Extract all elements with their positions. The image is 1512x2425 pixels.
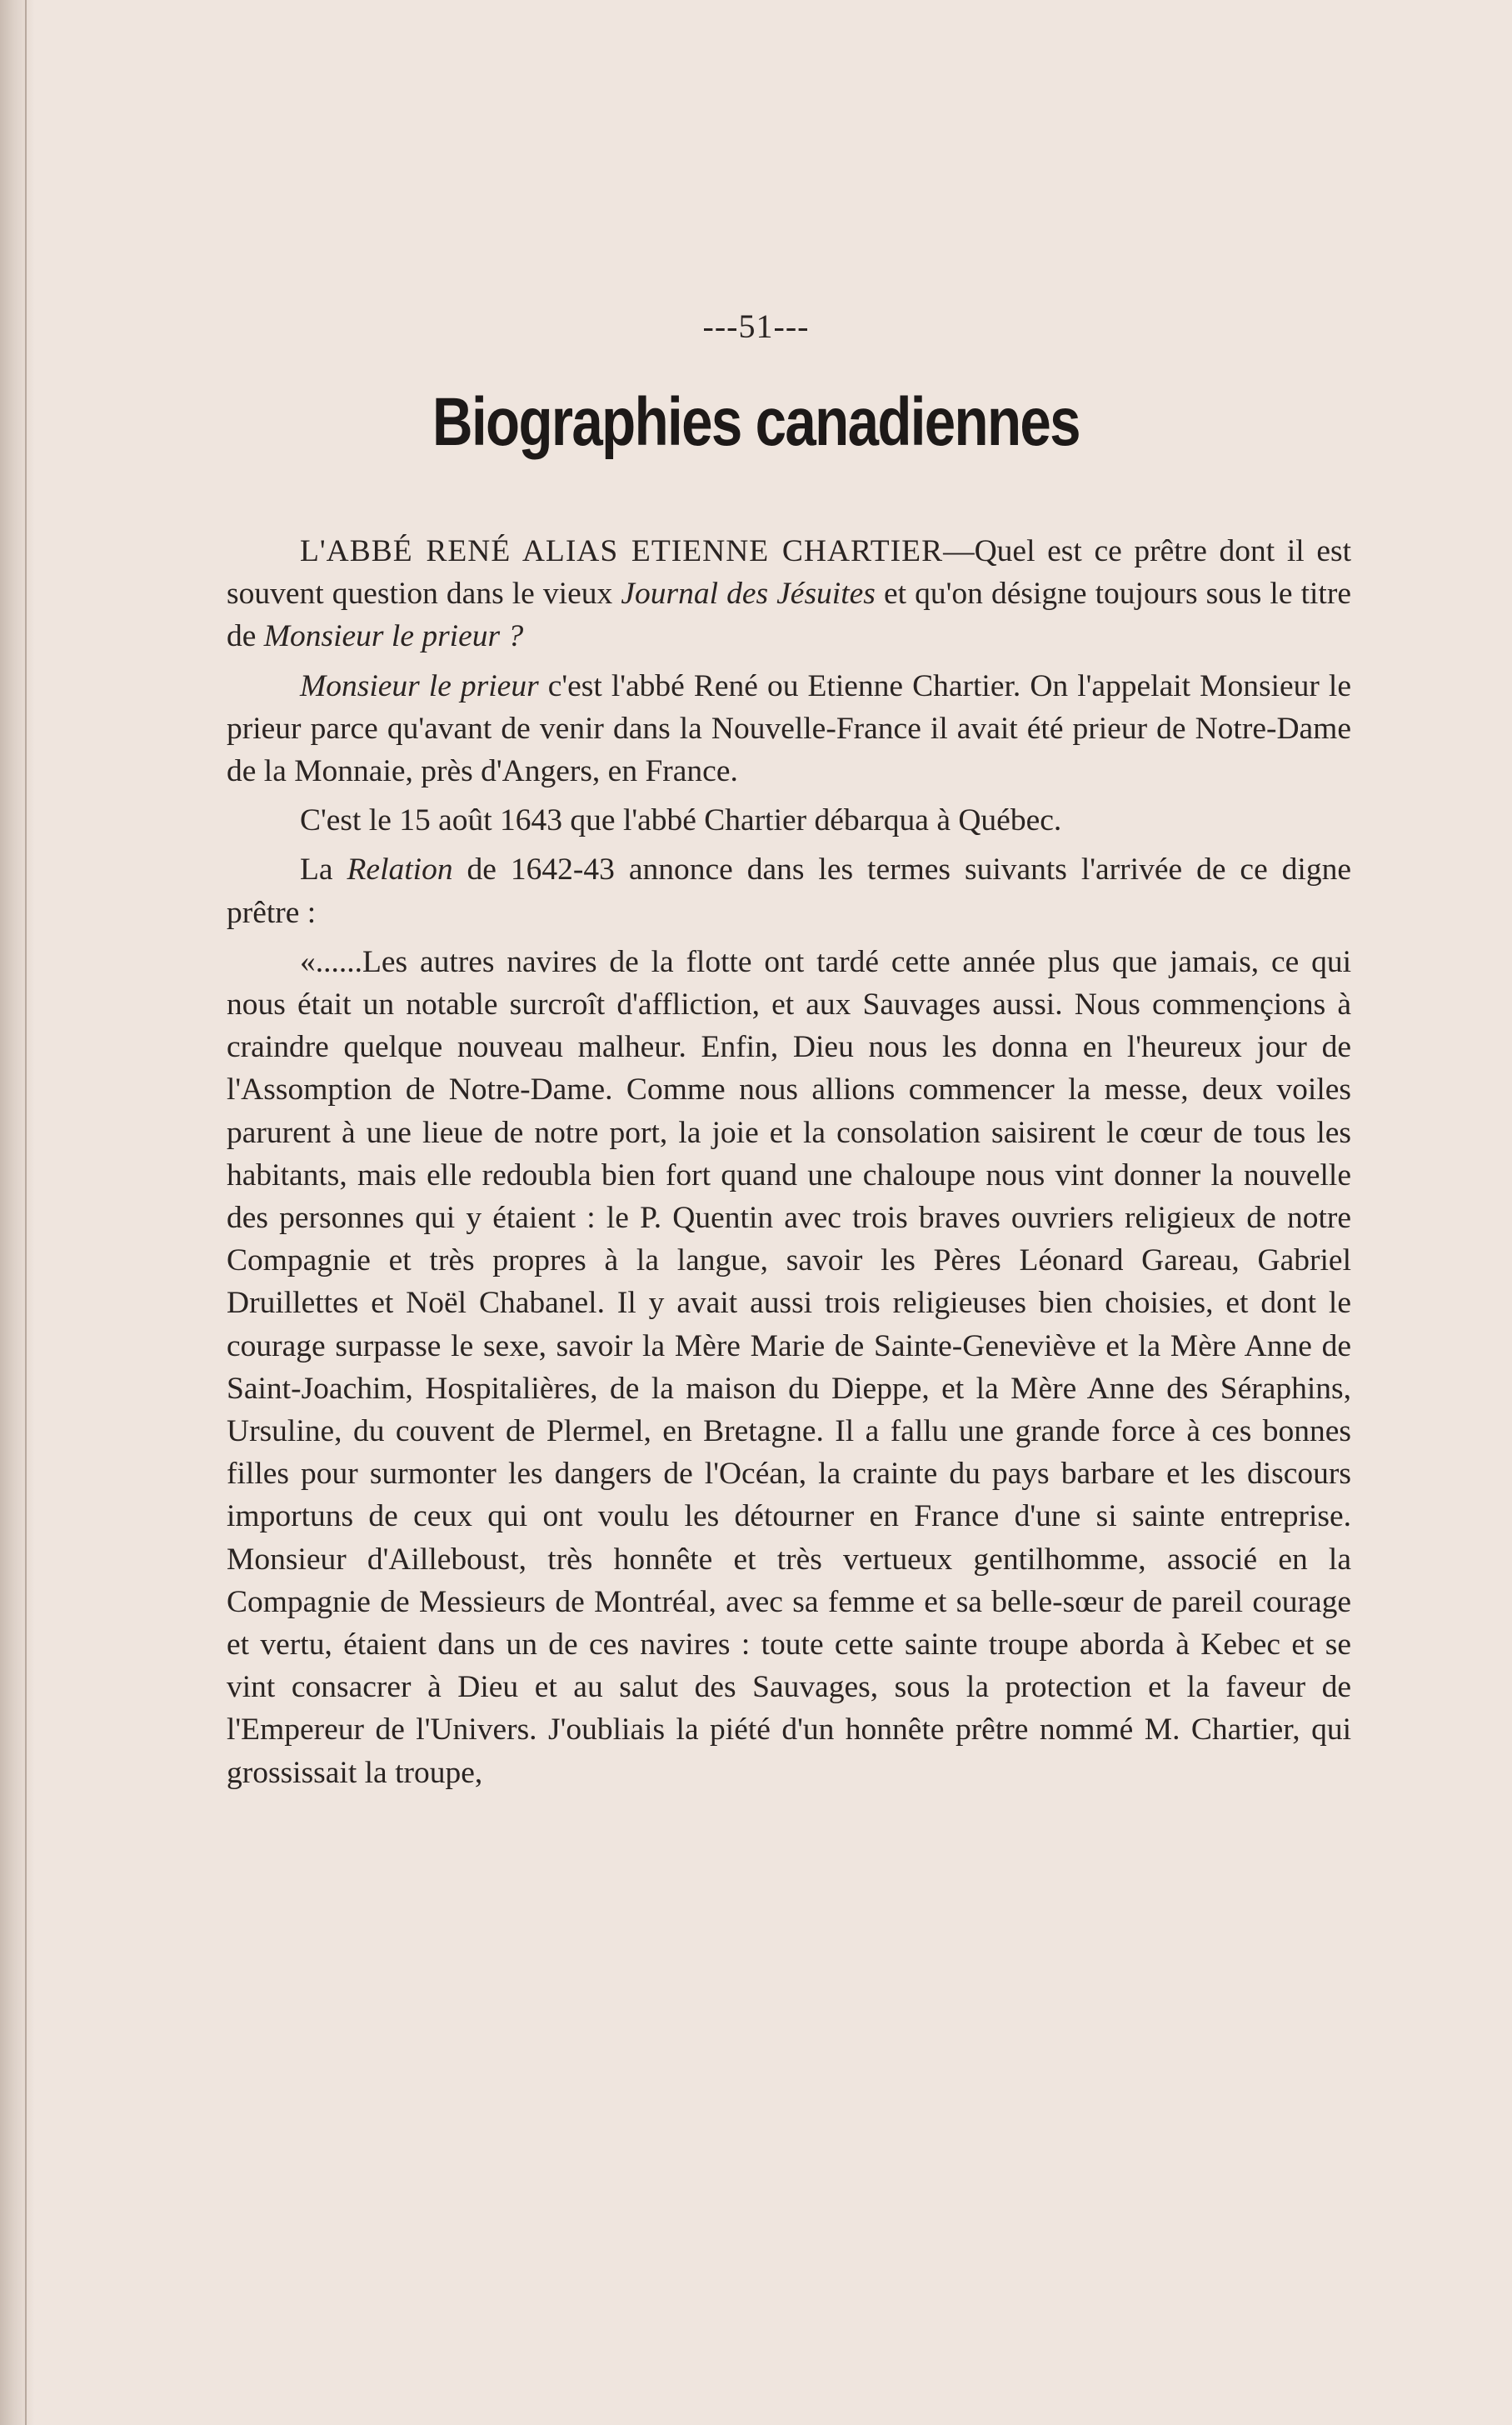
text-run: c'est l'abbé René ou Etienne Chartier. On l'appelait Monsieur le prieur parce qu'avant de venir dans la Nouvelle-France il avait été prieur de Notre-Dame de la Monnaie, près d'Angers, en France. xyxy=(227,668,1351,789)
text-run: La xyxy=(300,852,347,888)
page-binding-edge xyxy=(0,0,35,2425)
italic-text: Monsieur le prieur ? xyxy=(263,619,524,654)
text-run: «......Les autres navires de la flotte ont tardé cette année plus que jamais, ce qui nous était un notable surcroît d'affliction, et aux Sauvages aussi. Nous commençions à craindre quelque nouveau malheur. Enfin, Dieu nous les donna en l'heureux jour de l'Assomption de Notre-Dame. Comme nous allions commencer la messe, deux voiles parurent à une lieue de notre port, la joie et la consolation saisirent le cœur de tous les habitants, mais elle redoubla bien fort quand une chaloupe nous vint donner la nouvelle des personnes qui y étaient : le P. Quentin avec trois braves ouvriers religieux de notre Compagnie et très propres à la langue, savoir les Pères Léonard Gareau, Gabriel Druillettes et Noël Chabanel. Il y avait aussi trois religieuses bien choisies, et dont le courage surpasse le sexe, savoir la Mère Marie de Sainte-Geneviève et la Mère Anne de Saint-Joachim, Hospitalières, de la maison du Dieppe, et la Mère Anne des Séraphins, Ursuline, du couvent de Plermel, en Bretagne. Il a fallu une grande force à ces bonnes filles pour surmonter les dangers de l'Océan, la crainte du pays barbare et les discours importuns de ceux qui ont voulu les détourner en France d'une si sainte entreprise. Monsieur d'Ailleboust, très honnête et très vertueux gentilhomme, associé en la Compagnie de Messieurs de Montréal, avec sa femme et sa belle-sœur de pareil courage et vertu, étaient dans un de ces navires : toute cette sainte troupe aborda à Kebec et se vint consacrer à Dieu et au salut des Sauvages, sous la protection et la faveur de l'Empereur de l'Univers. J'oubliais la piété d'un honnête prêtre nommé M. Chartier, qui grossissait la troupe, xyxy=(227,944,1351,1790)
italic-text: Relation xyxy=(347,852,453,888)
paragraph xyxy=(227,799,1351,842)
text-run: et qu'on désigne toujours sous le titre de xyxy=(227,577,1351,654)
italic-text: Monsieur le prieur xyxy=(300,668,539,703)
body-text xyxy=(227,530,1351,1794)
text-run: C'est le 15 août 1643 que l'abbé Chartier débarqua à Québec. xyxy=(300,803,1062,838)
paragraph xyxy=(227,665,1351,793)
page-binding-line xyxy=(25,0,27,2425)
page-number: ---51--- xyxy=(702,308,810,345)
italic-text: Journal des Jésuites xyxy=(621,577,876,612)
name-heading: L'ABBÉ RENÉ ALIAS ETIENNE CHARTIER xyxy=(300,534,944,568)
paragraph xyxy=(227,530,1351,658)
article-title: Biographies canadiennes xyxy=(432,384,1080,460)
text-run: de 1642-43 annonce dans les termes suivants l'arrivée de ce digne prêtre : xyxy=(227,852,1351,930)
paragraph xyxy=(227,941,1351,1794)
paragraph xyxy=(227,848,1351,933)
text-run: —Quel est ce prêtre dont il est souvent question dans le vieux xyxy=(227,534,1351,612)
